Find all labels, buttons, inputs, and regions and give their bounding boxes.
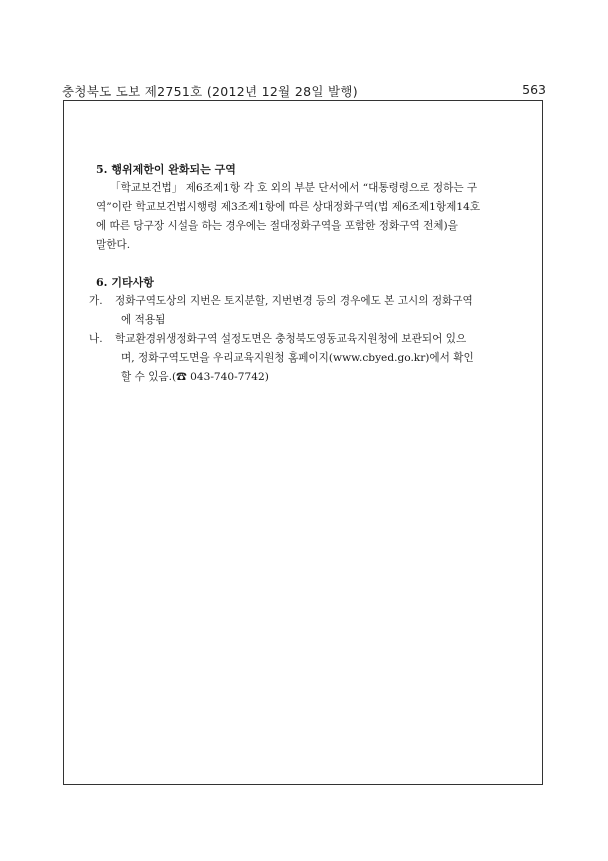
document-body [89,160,526,387]
list-item-line: 학교환경위생정화구역 설정도면은 충청북도영동교육지원청에 보관되어 있으 [115,333,467,345]
section-gap [96,255,526,273]
list-item-line: 정화구역도상의 지번은 토지분할, 지번변경 등의 경우에도 본 고시의 정화구역 [115,295,473,307]
section-6-heading: 6. 기타사항 [96,276,154,289]
list-item-line: 에 적용됨 [121,314,166,326]
paragraph-line: 역”이란 학교보건법시행령 제3조제1항에 따른 상대정화구역(법 제6조제1항제14호 [96,201,481,213]
gazette-title: 충청북도 도보 제2751호 (2012년 12월 28일 발행) [62,84,358,99]
page-number: 563 [522,82,546,97]
list-marker: 가. [89,295,103,307]
page-header [62,82,546,100]
list-item-line: 할 수 있음.(☎ 043-740-7742) [121,371,269,383]
list-item-line: 며, 정화구역도면을 우리교육지원청 홈페이지(www.cbyed.go.kr)에서 확인 [121,352,474,364]
list-marker: 나. [89,333,103,345]
paragraph-line: 말한다. [96,239,131,251]
section-5-heading: 5. 행위제한이 완화되는 구역 [96,163,236,176]
section-5-paragraph [96,179,526,255]
paragraph-line: 에 따른 당구장 시설을 하는 경우에는 절대정화구역을 포함한 정화구역 전체)을 [96,220,458,232]
list-item [89,330,526,387]
paragraph-line: 「학교보건법」 제6조제1항 각 호 외의 부분 단서에서 “대통령령으로 정하는 구 [110,182,478,194]
list-item [89,292,526,330]
